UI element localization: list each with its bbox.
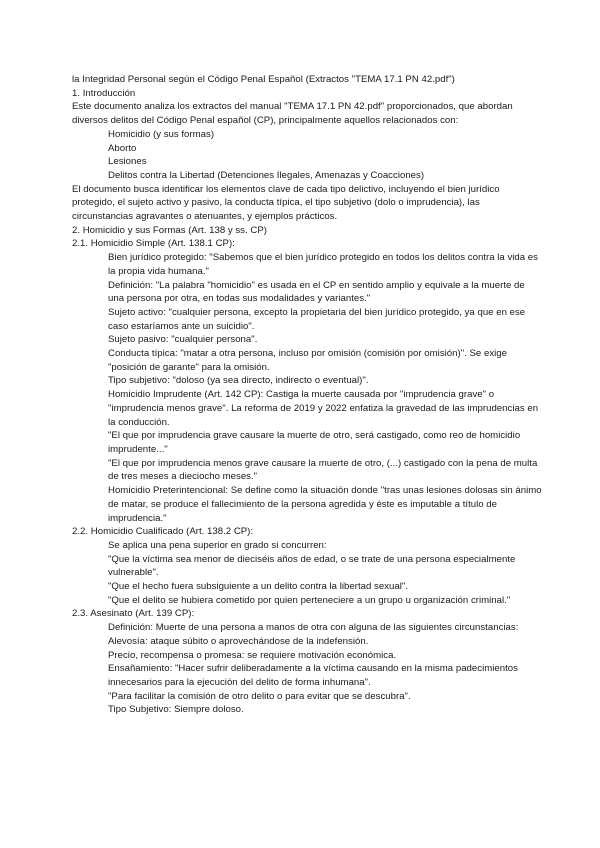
intro-list-item: Homicidio (y sus formas)	[108, 128, 215, 140]
list-item: Conducta típica: "matar a otra persona, incluso por omisión (comisión por omisión)". Se exige "posición de garante" para la omisión.	[108, 348, 508, 373]
list-item: Sujeto activo: "cualquier persona, excepto la propietaria del bien jurídico protegido, ya que en ese caso estaríamos ante un suicidio".	[108, 306, 526, 332]
section-2-1-list	[72, 251, 542, 525]
document-page	[72, 73, 542, 717]
list-item: Definición: Muerte de una persona a manos de otra con alguna de las siguientes circunstancias:	[108, 622, 519, 634]
intro-paragraph: Este documento analiza los extractos del manual "TEMA 17.1 PN 42.pdf" proporcionados, que abordan diversos delitos del Código Penal español (CP), principalmente aquellos relacionados con:	[72, 101, 513, 127]
list-item: Bien jurídico protegido: "Sabemos que el bien jurídico protegido en todos los delitos contra la vida es la propia vida humana."	[108, 252, 538, 277]
list-item: Sujeto pasivo: "cualquier persona".	[108, 334, 258, 346]
list-item: Definición: "La palabra "homicidio" es usada en el CP en sentido amplio y equivale a la muerte de una persona por otra, en todas sus modalidades y variantes."	[108, 279, 525, 305]
list-item: "El que por imprudencia menos grave causare la muerte de otro, (...) castigado con la pena de multa de tres meses a dieciocho meses."	[108, 457, 538, 483]
intro-list-item: Delitos contra la Libertad (Detenciones Ilegales, Amenazas y Coacciones)	[108, 169, 425, 181]
list-item: Se aplica una pena superior en grado si concurren:	[108, 539, 327, 551]
section-2-1-heading: 2.1. Homicidio Simple (Art. 138.1 CP):	[72, 238, 235, 250]
intro-list	[72, 128, 542, 183]
list-item: "Que el hecho fuera subsiguiente a un delito contra la libertad sexual".	[108, 581, 408, 593]
list-item: "Para facilitar la comisión de otro delito o para evitar que se descubra".	[108, 690, 411, 702]
list-item: "Que la víctima sea menor de dieciséis años de edad, o se trate de una persona especialmente vulnerable".	[108, 553, 516, 579]
section-2-heading: 2. Homicidio y sus Formas (Art. 138 y ss. CP)	[72, 224, 267, 236]
list-item: Tipo Subjetivo: Siempre doloso.	[108, 704, 244, 716]
list-item: "El que por imprudencia grave causare la muerte de otro, será castigado, como reo de homicidio imprudente..."	[108, 430, 521, 455]
intro-closing-paragraph: El documento busca identificar los elementos clave de cada tipo delictivo, incluyendo el bien jurídico protegido, el sujeto activo y pasivo, la conducta típica, el tipo subjetivo (dolo o imprudencia), las circunstancias agravantes o atenuantes, y ejemplos prácticos.	[72, 183, 500, 223]
list-item: Tipo subjetivo: "doloso (ya sea directo, indirecto o eventual)".	[108, 375, 369, 387]
intro-list-item: Lesiones	[108, 156, 147, 168]
list-item: "Que el delito se hubiera cometido por quien perteneciere a un grupo u organización criminal."	[108, 594, 511, 606]
document-title: la Integridad Personal según el Código Penal Español (Extractos "TEMA 17.1 PN 42.pdf")	[72, 74, 455, 85]
list-item: Homicidio Imprudente (Art. 142 CP): Castiga la muerte causada por "imprudencia grave" o "imprudencia menos grave". La reforma de 2019 y 2022 enfatiza la gravedad de las imprudencias en la conducción.	[108, 389, 539, 428]
section-1-heading: 1. Introducción	[72, 87, 136, 99]
section-2-3-heading: 2.3. Asesinato (Art. 139 CP):	[72, 608, 195, 620]
intro-list-item: Aborto	[108, 142, 137, 154]
list-item: Precio, recompensa o promesa: se requiere motivación económica.	[108, 649, 397, 661]
list-item: Ensañamiento: "Hacer sufrir deliberadamente a la víctima causando en la misma padecimientos innecesarios para la ejecución del delito de forma inhumana".	[108, 663, 518, 688]
section-2-3-list	[72, 621, 542, 717]
section-2-2-heading: 2.2. Homicidio Cualificado (Art. 138.2 CP):	[72, 526, 254, 538]
section-2-2-list	[72, 539, 542, 608]
list-item: Alevosía: ataque súbito o aprovechándose de la indefensión.	[108, 635, 369, 647]
list-item: Homicidio Preterintencional: Se define como la situación donde "tras unas lesiones dolosas sin ánimo de matar, se produce el fallecimiento de la persona agredida y éste es imputable a título de imprudencia."	[108, 485, 542, 524]
